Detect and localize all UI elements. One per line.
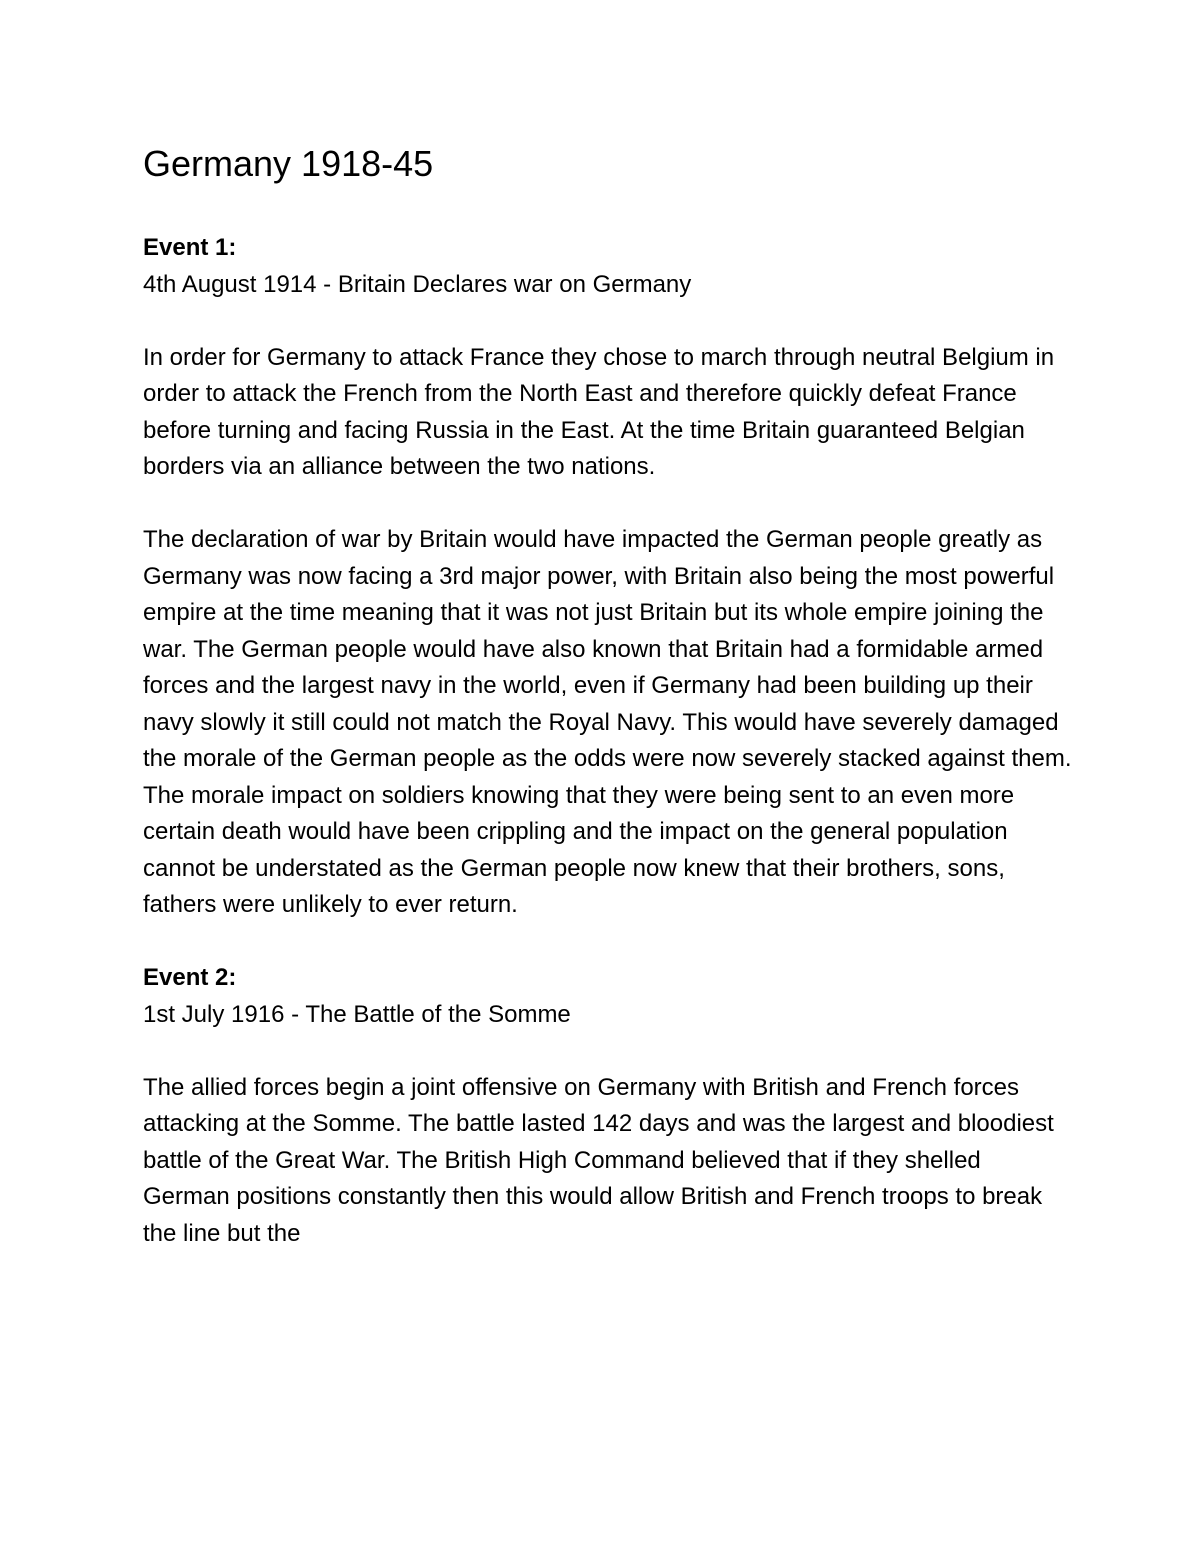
- event-date-title: 1st July 1916 - The Battle of the Somme: [143, 1000, 571, 1028]
- event-date-title: 4th August 1914 - Britain Declares war on Germany: [143, 270, 692, 298]
- event-heading: Event 1:: [143, 234, 237, 261]
- document-title: Germany 1918-45: [143, 143, 434, 184]
- event-section-1: [143, 230, 1073, 924]
- event-paragraph: The declaration of war by Britain would have impacted the German people greatly as Germany was now facing a 3rd major power, with Britain also being the most powerful empire at the time meaning that it was not just Britain but its whole empire joining the war. The German people would have also known that Britain had a formidable armed forces and the largest navy in the world, even if Germany had been building up their navy slowly it still could not match the Royal Navy. This would have severely damaged the morale of the German people as the odds were now severely stacked against them. The morale impact on soldiers knowing that they were being sent to an even more certain death would have been crippling and the impact on the general population cannot be understated as the German people now knew that their brothers, sons, fathers were unlikely to ever return.: [143, 526, 1072, 918]
- event-heading: Event 2:: [143, 964, 237, 991]
- event-paragraph: In order for Germany to attack France they chose to march through neutral Belgium in order to attack the French from the North East and therefore quickly defeat France before turning and facing Russia in the East. At the time Britain guaranteed Belgian borders via an alliance between the two nations.: [143, 343, 1055, 480]
- event-section-2: [143, 960, 1073, 1252]
- event-paragraph: The allied forces begin a joint offensive on Germany with British and French forces attacking at the Somme. The battle lasted 142 days and was the largest and bloodiest battle of the Great War. The British High Command believed that if they shelled German positions constantly then this would allow British and French troops to break the line but the: [143, 1073, 1054, 1247]
- document-page: [143, 138, 1073, 1289]
